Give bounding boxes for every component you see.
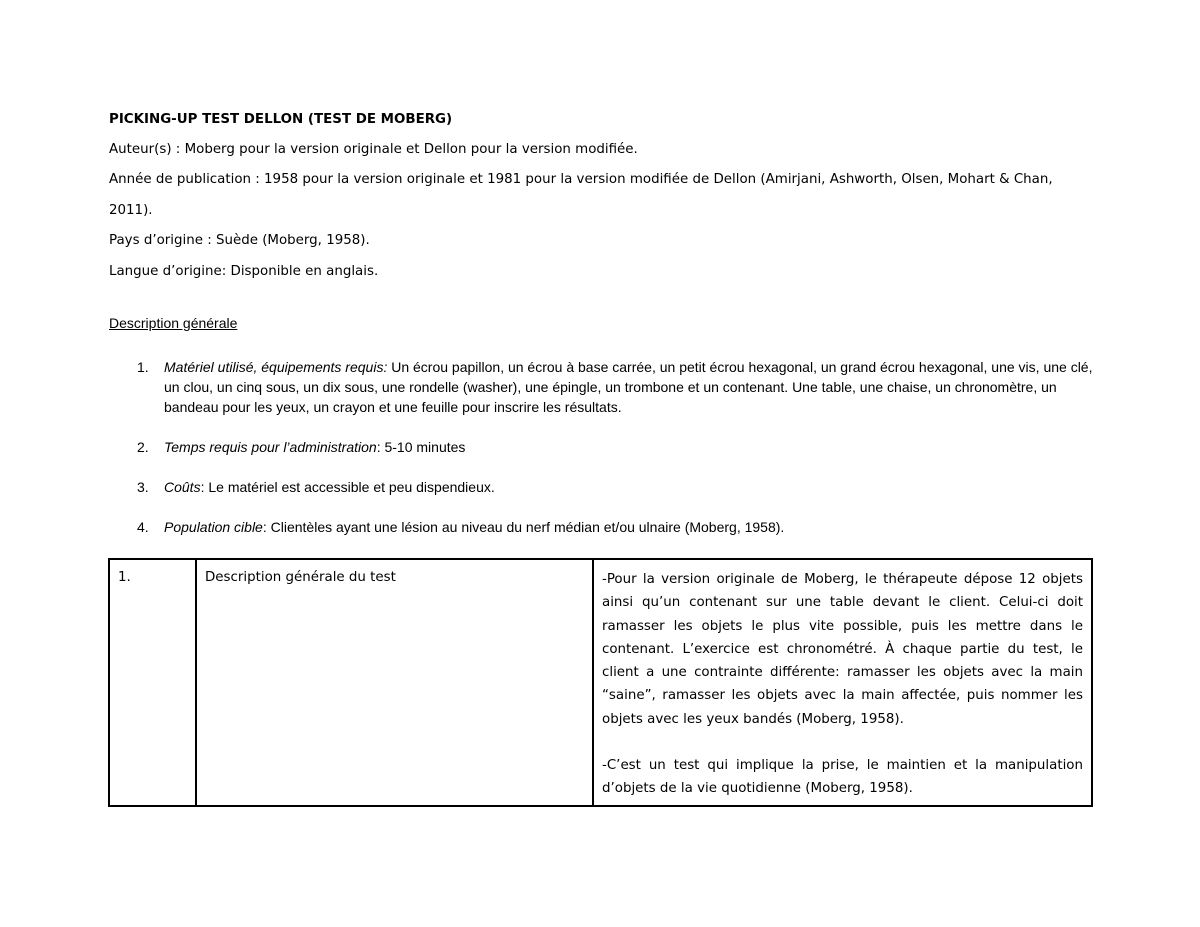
list-item-number: 3. bbox=[137, 479, 149, 495]
language-line: Langue d’origine: Disponible en anglais. bbox=[109, 264, 379, 279]
list-item-label: Coûts bbox=[164, 479, 201, 495]
publication-year-line-continued: 2011). bbox=[109, 203, 153, 218]
list-item-text bbox=[164, 357, 1099, 417]
list-item-label: Temps requis pour l’administration bbox=[164, 439, 377, 455]
table-row bbox=[109, 559, 1092, 806]
table-paragraph: -C’est un test qui implique la prise, le maintien et la manipulation d’objets de la vie quotidienne (Moberg, 1958). bbox=[602, 758, 1083, 797]
list-item-text bbox=[164, 437, 1099, 457]
table-cell-number: 1. bbox=[109, 559, 196, 806]
authors-line: Auteur(s) : Moberg pour la version originale et Dellon pour la version modifiée. bbox=[109, 142, 638, 157]
table-cell-label: Description générale du test bbox=[196, 559, 593, 806]
publication-year-line: Année de publication : 1958 pour la version originale et 1981 pour la version modifiée de Dellon (Amirjani, Ashworth, Olsen, Mohart & Chan, bbox=[109, 172, 1053, 187]
table-paragraph: -Pour la version originale de Moberg, le thérapeute dépose 12 objets ainsi qu’un contenant sur une table devant le client. Celui-ci doit ramasser les objets le plus vite possible, puis les mettre dans le contenant. L’exercice est chronométré. À chaque partie du test, le client a une contrainte différente: ramasser les objets avec la main “saine”, ramasser les objets avec la main affectée, puis nommer les objets avec les yeux bandés (Moberg, 1958). bbox=[602, 572, 1083, 727]
document-title: PICKING-UP TEST DELLON (TEST DE MOBERG) bbox=[109, 112, 453, 127]
list-item-body: : 5-10 minutes bbox=[376, 439, 466, 455]
description-table bbox=[108, 558, 1093, 807]
list-item-number: 1. bbox=[137, 359, 149, 375]
table-cell-content bbox=[593, 559, 1092, 806]
list-item-text bbox=[164, 517, 1099, 537]
list-item-number: 4. bbox=[137, 519, 149, 535]
country-line: Pays d’origine : Suède (Moberg, 1958). bbox=[109, 233, 370, 248]
list-item-label: Matériel utilisé, équipements requis: bbox=[164, 359, 388, 375]
list-item-number: 2. bbox=[137, 439, 149, 455]
list-item-body: Un écrou papillon, un écrou à base carrée, un petit écrou hexagonal, un grand écrou hexagonal, une vis, une clé, un clou, un cinq sous, un dix sous, une rondelle (washer), une épingle, un trombone et un contenant. Une table, une chaise, un chronomètre, un bandeau pour les yeux, un crayon et une feuille pour inscrire les résultats. bbox=[164, 359, 1093, 415]
list-item-body: : Le matériel est accessible et peu dispendieux. bbox=[200, 479, 495, 495]
list-item-body: : Clientèles ayant une lésion au niveau du nerf médian et/ou ulnaire (Moberg, 1958). bbox=[262, 519, 785, 535]
list-item-label: Population cible bbox=[164, 519, 263, 535]
section-heading: Description générale bbox=[109, 315, 238, 331]
list-item-text bbox=[164, 477, 1099, 497]
